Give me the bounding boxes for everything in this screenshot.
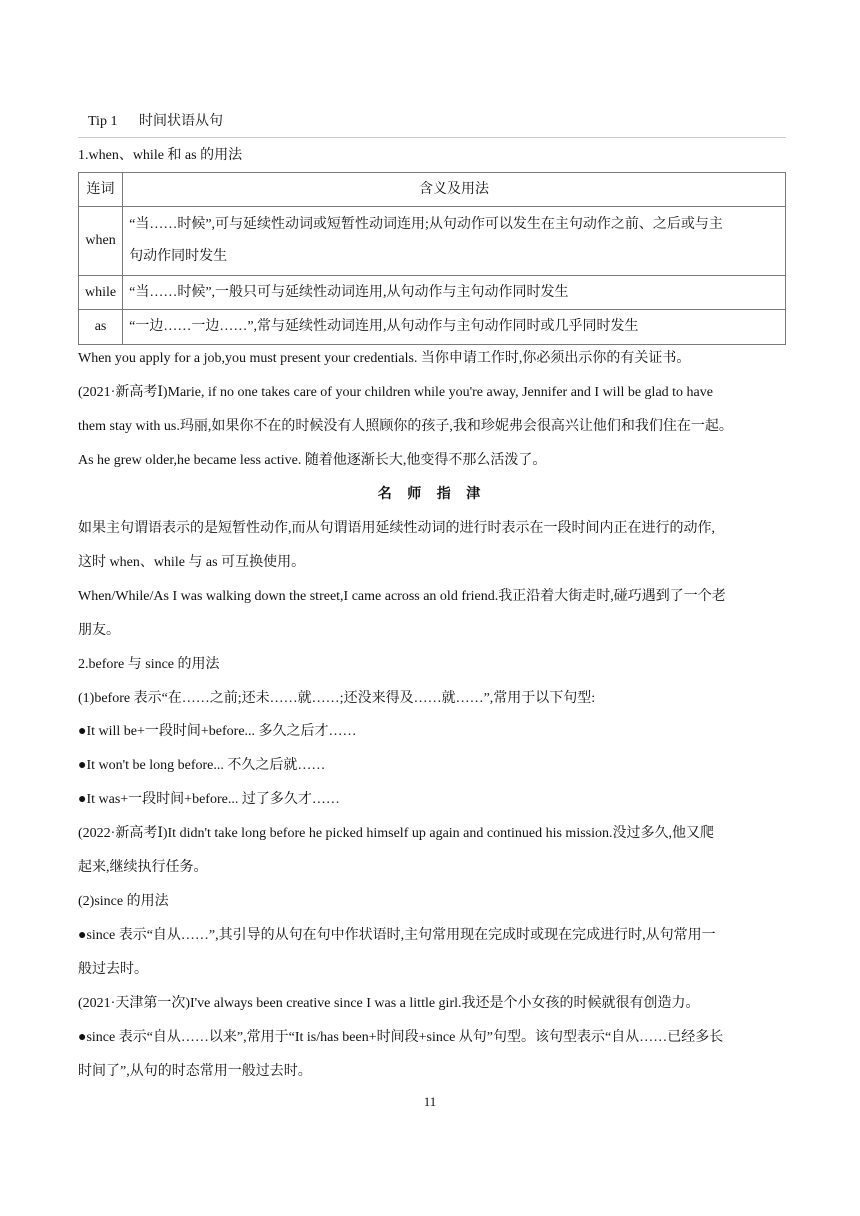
bullet-item: ●since 表示“自从……”,其引导的从句在句中作状语时,主句常用现在完成时或现在完成进行时,从句常用一 bbox=[78, 928, 716, 943]
section-heading: 1.when、while 和 as 的用法 bbox=[78, 148, 243, 163]
table-header-row bbox=[79, 173, 786, 207]
example-sentence: (2021·新高考Ⅰ)Marie, if no one takes care of your children while you're away, Jennifer and I will be glad to have bbox=[78, 385, 713, 400]
table-cell-word: while bbox=[79, 276, 123, 310]
table-cell-word: when bbox=[79, 207, 123, 276]
usage-text: 句动作同时发生 bbox=[129, 249, 228, 264]
tip-number: Tip 1 bbox=[88, 114, 118, 129]
bullet-item: ●It will be+一段时间+before... 多久之后才…… bbox=[78, 724, 357, 739]
example-sentence: When/While/As I was walking down the street,I came across an old friend.我正沿着大街走时,碰巧遇到了一个老 bbox=[78, 589, 726, 604]
subsection-heading: (2)since 的用法 bbox=[78, 894, 169, 909]
table-cell-usage: “一边……一边……”,常与延续性动词连用,从句动作与主句动作同时或几乎同时发生 bbox=[123, 310, 786, 345]
bullet-item: 般过去时。 bbox=[78, 962, 148, 977]
table-row bbox=[79, 276, 786, 310]
bullet-item: ●It was+一段时间+before... 过了多久才…… bbox=[78, 792, 340, 807]
notes-heading: 名 师 指 津 bbox=[377, 487, 487, 502]
header-rule bbox=[78, 137, 786, 138]
body-text: (1)before 表示“在……之前;还未……就……;还没来得及……就……”,常用于以下句型: bbox=[78, 691, 596, 706]
table-row bbox=[79, 207, 786, 276]
usage-text: “当……时候”,可与延续性动词或短暂性动词连用;从句动作可以发生在主句动作之前、之后或与主 bbox=[129, 217, 723, 232]
usage-table bbox=[78, 172, 786, 345]
bullet-item: 时间了”,从句的时态常用一般过去时。 bbox=[78, 1064, 312, 1079]
table-header-cell: 含义及用法 bbox=[123, 173, 786, 207]
body-text: 如果主句谓语表示的是短暂性动作,而从句谓语用延续性动词的进行时表示在一段时间内正在进行的动作, bbox=[78, 521, 715, 536]
body-text: 这时 when、while 与 as 可互换使用。 bbox=[78, 555, 306, 570]
example-sentence: As he grew older,he became less active. 随着他逐渐长大,他变得不那么活泼了。 bbox=[78, 453, 547, 468]
example-sentence: 起来,继续执行任务。 bbox=[78, 860, 208, 875]
example-sentence: 朋友。 bbox=[78, 623, 120, 638]
table-header-cell: 连词 bbox=[79, 173, 123, 207]
example-sentence: them stay with us.玛丽,如果你不在的时候没有人照顾你的孩子,我和珍妮弗会很高兴让他们和我们住在一起。 bbox=[78, 419, 733, 434]
example-sentence: When you apply for a job,you must present your credentials. 当你申请工作时,你必须出示你的有关证书。 bbox=[78, 351, 691, 366]
table-row bbox=[79, 310, 786, 345]
example-sentence: (2022·新高考Ⅰ)It didn't take long before he picked himself up again and continued his mission.没过多久,他又爬 bbox=[78, 826, 714, 841]
tip-title: 时间状语从句 bbox=[138, 114, 223, 129]
table-cell-word: as bbox=[79, 310, 123, 345]
table-cell-usage bbox=[123, 207, 786, 276]
section-heading: 2.before 与 since 的用法 bbox=[78, 657, 220, 672]
tip-header bbox=[88, 110, 223, 130]
table-cell-usage: “当……时候”,一般只可与延续性动词连用,从句动作与主句动作同时发生 bbox=[123, 276, 786, 310]
page-number: 11 bbox=[423, 1094, 437, 1109]
bullet-item: ●since 表示“自从……以来”,常用于“It is/has been+时间段+since 从句”句型。该句型表示“自从……已经多长 bbox=[78, 1030, 724, 1045]
bullet-item: ●It won't be long before... 不久之后就…… bbox=[78, 758, 326, 773]
example-sentence: (2021·天津第一次)I've always been creative since I was a little girl.我还是个小女孩的时候就很有创造力。 bbox=[78, 996, 700, 1011]
